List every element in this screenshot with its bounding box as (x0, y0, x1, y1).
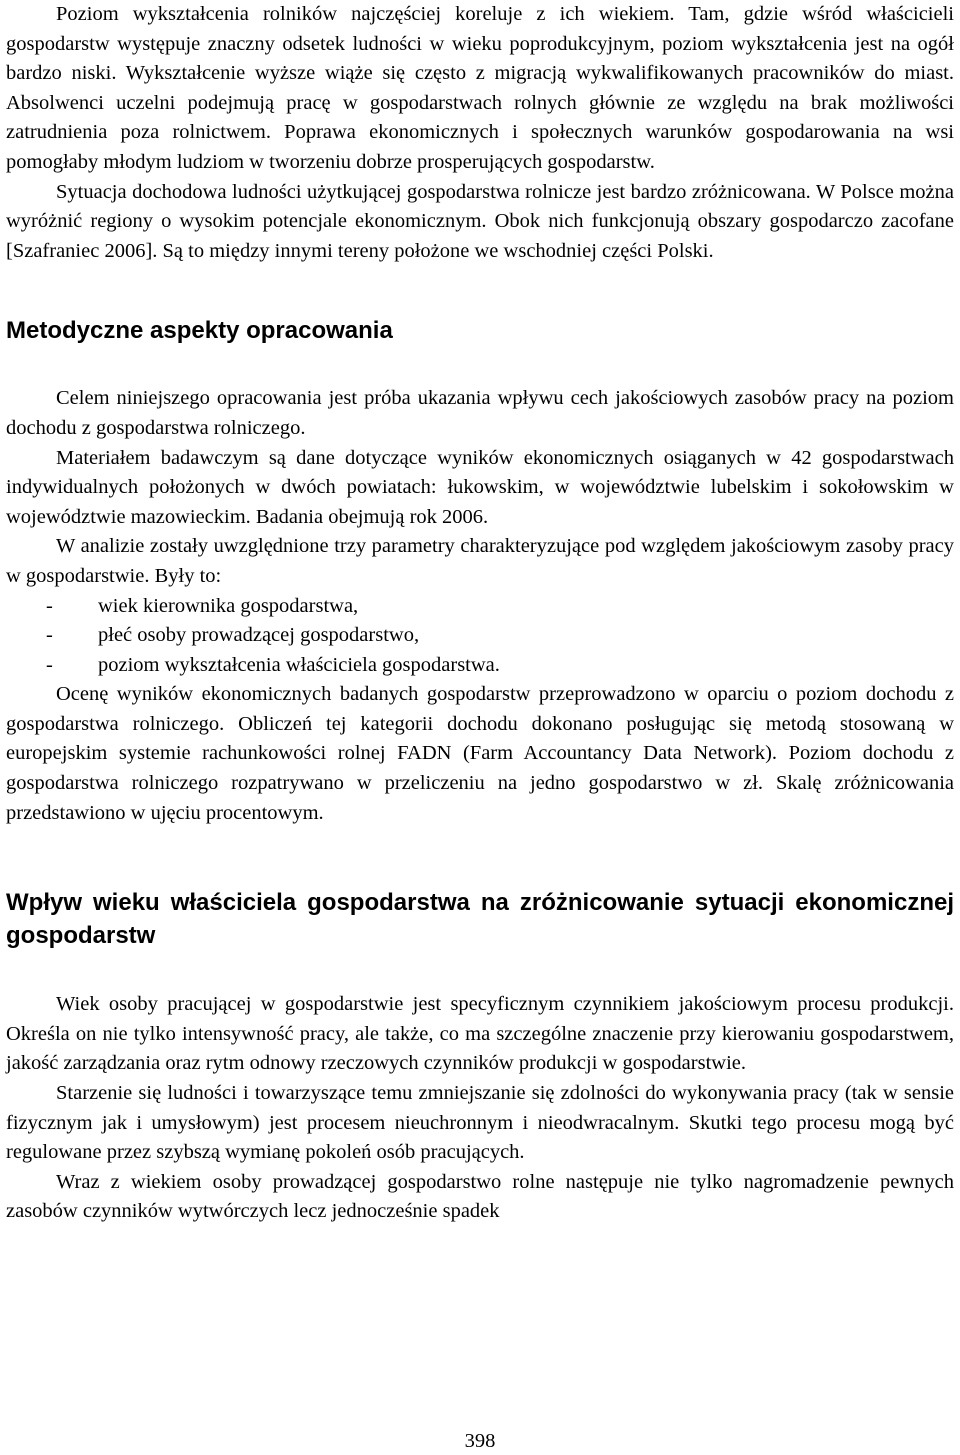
methodology-paragraph-3: W analizie zostały uwzględnione trzy parametry charakteryzujące pod względem jakościowym zasoby pracy w gospodarstwie. Były to: (6, 535, 954, 587)
age-paragraph-2: Starzenie się ludności i towarzyszące temu zmniejszanie się zdolności do wykonywania pracy (tak w sensie fizycznym jak i umysłowym) jest procesem nieuchronnym i nieodwracalnym. Skutki tego procesu mogą być regulowane przez szybszą wymianę pokoleń osób pracujących. (6, 1082, 954, 1164)
list-dash: - (46, 653, 53, 676)
section-heading-methodology: Metodyczne aspekty opracowania (6, 317, 393, 345)
methodology-paragraph-2: Materiałem badawczym są dane dotyczące wyników ekonomicznych osiąganych w 42 gospodarstwach indywidualnych położonych w dwóch powiatach: łukowskim, w województwie lubelskim i sokołowskim w województwie mazowieckim. Badania obejmują rok 2006. (6, 446, 954, 528)
list-dash: - (46, 624, 53, 647)
age-paragraph-1: Wiek osoby pracującej w gospodarstwie jest specyficznym czynnikiem jakościowym procesu produkcji. Określa on nie tylko intensywność pracy, ale także, co ma szczególne znaczenie przy kierowaniu gospodarstwem, jakość zarządzania oraz rytm odnowy rzeczowych czynników produkcji w gospodarstwie. (6, 993, 954, 1075)
age-paragraph-3: Wraz z wiekiem osoby prowadzącej gospodarstwo rolne następuje nie tylko nagromadzenie pewnych zasobów czynników wytwórczych lecz jednocześnie spadek (6, 1170, 954, 1223)
parameters-list (6, 592, 954, 681)
section-heading-age-influence: Wpływ wieku właściciela gospodarstwa na zróżnicowanie sytuacji ekonomicznej gospodarstw (6, 889, 954, 950)
intro-paragraph-2: Sytuacja dochodowa ludności użytkującej gospodarstwa rolnicze jest bardzo zróżnicowana. W Polsce można wyróżnić regiony o wysokim potencjale ekonomicznym. Obok nich funkcjonują obszary gospodarczo zacofane [Szafraniec 2006]. Są to między innymi tereny położone we wschodniej części Polski. (6, 180, 954, 262)
methodology-paragraph-4: Ocenę wyników ekonomicznych badanych gospodarstw przeprowadzono w oparciu o poziom dochodu z gospodarstwa rolniczego. Obliczeń tej kategorii dochodu dokonano posługując się metodą stosowaną w europejskim systemie rachunkowości rolnej FADN (Farm Accountancy Data Network). Poziom dochodu z gospodarstwa rolniczego rozpatrywano w przeliczeniu na jedno gospodarstwo w zł. Skalę zróżnicowania przedstawiono w ujęciu procentowym. (6, 683, 954, 824)
list-item (6, 651, 954, 681)
list-dash: - (46, 594, 53, 617)
methodology-paragraph-1: Celem niniejszego opracowania jest próba ukazania wpływu cech jakościowych zasobów pracy na poziom dochodu z gospodarstwa rolniczego. (6, 387, 954, 439)
list-item (6, 621, 954, 651)
page-number: 398 (464, 1430, 496, 1452)
list-item-text: płeć osoby prowadzącej gospodarstwo, (98, 624, 420, 647)
list-item (6, 592, 954, 622)
document-page (6, 0, 954, 1227)
intro-paragraph-1: Poziom wykształcenia rolników najczęściej koreluje z ich wiekiem. Tam, gdzie wśród właścicieli gospodarstw występuje znaczny odsetek ludności w wieku poprodukcyjnym, poziom wykształcenia jest na ogół bardzo niski. Wykształcenie wyższe wiąże się często z migracją wykwalifikowanych pracowników do miast. Absolwenci uczelni podejmują pracę w gospodarstwach rolnych głównie ze względu na brak możliwości zatrudnienia poza rolnictwem. Poprawa ekonomicznych i społecznych warunków gospodarowania na wsi pomogłaby młodym ludziom w tworzeniu dobrze prosperujących gospodarstw. (6, 3, 954, 173)
list-item-text: poziom wykształcenia właściciela gospodarstwa. (98, 653, 500, 676)
list-item-text: wiek kierownika gospodarstwa, (98, 594, 359, 617)
